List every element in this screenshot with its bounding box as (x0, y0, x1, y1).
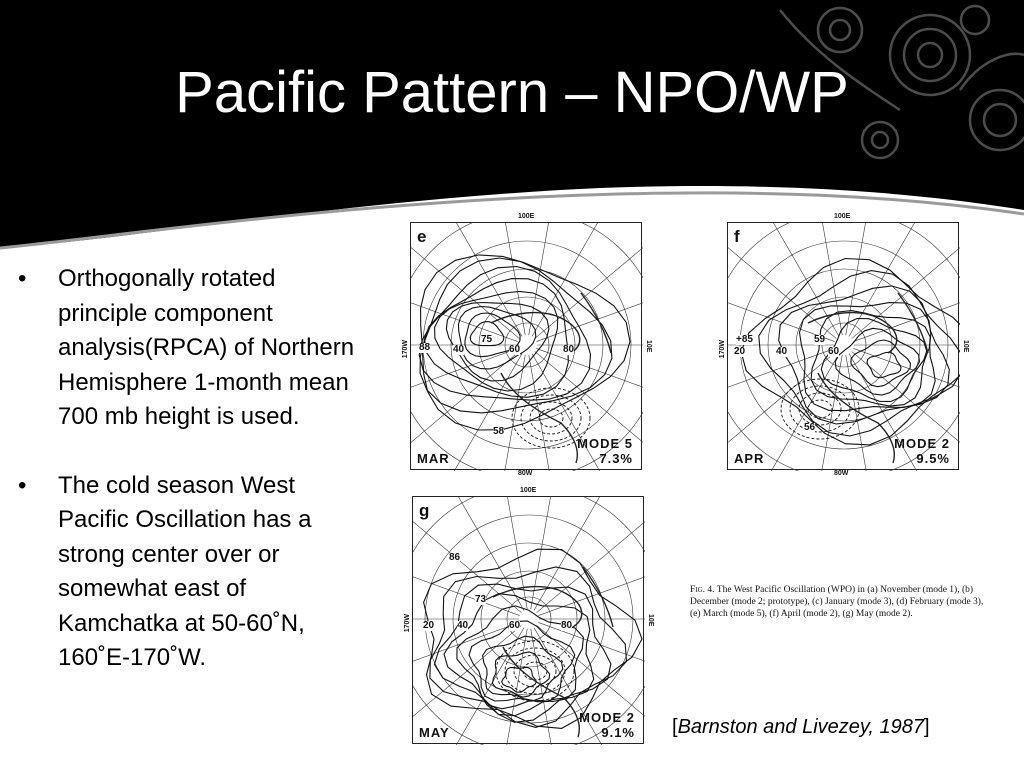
panel-mode: MODE 5 7.3% (577, 436, 633, 466)
axis-tick-top: 100E (520, 487, 537, 494)
axis-tick-right: 10E (647, 614, 654, 627)
axis-tick-top: 100E (834, 213, 851, 220)
panel-letter: f (734, 227, 740, 246)
contour-label: 60 (509, 344, 521, 355)
citation-text: Barnston and Livezey, 1987 (677, 716, 925, 738)
contour-label: 75 (481, 334, 493, 345)
axis-tick-bottom: 80W (518, 470, 533, 477)
polar-map-panel-g (412, 496, 644, 744)
contour-label: 60 (828, 346, 840, 357)
contour-label: +85 (736, 334, 753, 345)
contour-label: 88 (419, 342, 431, 353)
citation (672, 716, 930, 739)
contour-label: 86 (449, 552, 461, 563)
polar-map-panel-f (727, 222, 959, 470)
contour-label: 40 (776, 346, 788, 357)
citation-bracket-open: [ (672, 716, 678, 738)
contour-label: 40 (457, 620, 469, 631)
citation-bracket-close: ] (924, 716, 930, 738)
graticule (413, 497, 645, 745)
contour-label: 80 (561, 620, 573, 631)
axis-tick-bottom: 80W (834, 470, 849, 477)
bullet-item (18, 262, 368, 435)
bullet-text: Orthogonally rotated principle component analysis(RPCA) of Northern Hemisphere 1-month mean 700 mb height is used. (58, 265, 355, 430)
axis-tick-left: 170W (402, 340, 409, 359)
polar-contour-map (411, 223, 643, 471)
contour-label: 20 (423, 620, 435, 631)
bullet-dot-icon: • (18, 471, 27, 499)
axis-tick-left: 170W (404, 614, 411, 633)
panel-letter: e (417, 227, 427, 246)
polar-map-panel-e (410, 222, 642, 470)
contour-label: 80 (563, 344, 575, 355)
header-band (0, 0, 1024, 250)
caption-label: Fig. 4. (690, 585, 715, 595)
panel-letter: g (419, 501, 430, 520)
graticule (411, 223, 643, 471)
contour-label: 73 (475, 594, 487, 605)
bullet-dot-icon: • (18, 265, 27, 292)
panel-mode: MODE 2 9.1% (579, 710, 635, 740)
contour-label: 40 (453, 344, 465, 355)
contour-lines (424, 549, 642, 728)
slide-title: Pacific Pattern – NPO/WP (175, 60, 849, 125)
polar-contour-map (413, 497, 645, 745)
axis-tick-right: 10E (962, 340, 969, 353)
bullet-text: The cold season West Pacific Oscillation has a strong center over or somewhat east of Kamchatka at 50-60˚N, 160˚E-170˚W. (58, 471, 312, 671)
contour-label: 58 (493, 426, 505, 437)
panel-month: MAR (417, 451, 450, 466)
panel-month: MAY (419, 725, 450, 740)
caption-text: The West Pacific Oscillation (WPO) in (a) November (mode 1), (b) December (mode 2; prototype), (c) January (mode 3), (d) February (mode 3), (e) March (mode 5), (f) April (mode 2), (g) May (mode 2). (690, 585, 984, 619)
figure-caption (690, 584, 996, 620)
contour-label: 20 (734, 346, 746, 357)
polar-contour-map (728, 223, 960, 471)
axis-tick-top: 100E (518, 213, 535, 220)
contour-label: 60 (509, 620, 521, 631)
axis-tick-left: 170W (719, 340, 726, 359)
bullet-list (18, 262, 368, 710)
panel-month: APR (734, 451, 765, 466)
contour-label: 59 (814, 334, 826, 345)
bullet-item (18, 469, 368, 676)
contour-label: 56 (804, 422, 816, 433)
axis-tick-right: 10E (645, 340, 652, 353)
panel-mode: MODE 2 9.5% (894, 436, 950, 466)
